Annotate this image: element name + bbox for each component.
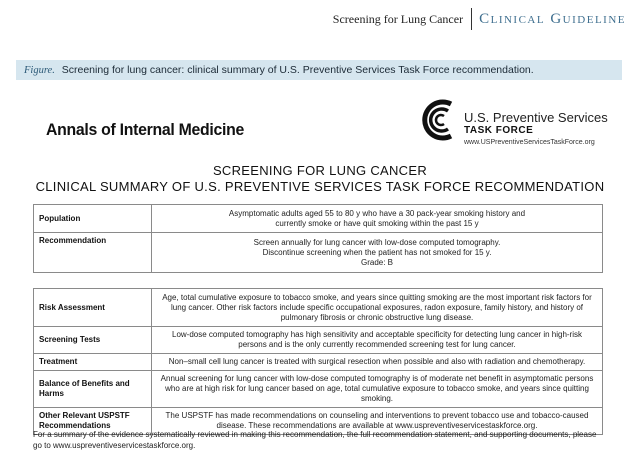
row-label-balance: Balance of Benefits and Harms [34,371,152,408]
row-value-population [152,205,603,233]
table-row-treatment [34,354,603,371]
journal-title: Annals of Internal Medicine [46,120,245,139]
tests-line: Low-dose computed tomography has high sensitivity and acceptable specificity for detecting lung cancer in high-risk [172,330,582,339]
row-value-treatment [152,354,603,371]
other-line: disease. These recommendations are available at www.uspreventiveservicestaskforce.org. [216,421,538,430]
row-value-risk-assessment [152,289,603,327]
treatment-line: Non–small cell lung cancer is treated with surgical resection when possible and also with radiation and chemotherapy. [168,357,586,366]
figure-label: Figure. [24,65,55,76]
logo-title: U.S. Preventive Services [464,110,608,125]
risk-line: Age, total cumulative exposure to tobacco smoke, and years since quitting smoking are the most important risk factors for [162,292,592,302]
figure-caption-text: Screening for lung cancer: clinical summary of U.S. Preventive Services Task Force recommendation. [61,64,534,76]
table-row-screening-tests [34,327,603,354]
footer-note [33,430,608,452]
logo-subtitle: TASK FORCE [464,125,534,136]
summary-heading-line2: CLINICAL SUMMARY OF U.S. PREVENTIVE SERVICES TASK FORCE RECOMMENDATION [35,179,605,194]
footer-line: For a summary of the evidence systematically reviewed in making this recommendation, the full recommendation statement, and supporting documents, please [33,430,597,439]
row-value-recommendation [152,233,603,273]
clinical-considerations-table [33,288,603,435]
summary-heading-line1: SCREENING FOR LUNG CANCER [212,163,428,178]
row-label-recommendation: Recommendation [34,233,152,273]
row-label-treatment: Treatment [34,354,152,371]
uspstf-logo [418,96,608,152]
recommendation-line: Screen annually for lung cancer with low-dose computed tomography. [253,237,501,247]
row-label-other-recommendations: Other Relevant USPSTF Recommendations [34,408,152,435]
row-label-risk-assessment: Risk Assessment [34,289,152,327]
balance-line: smoking. [360,394,393,403]
figure-caption [16,60,622,80]
population-line: currently smoke or have quit smoking within the past 15 y [275,218,479,228]
row-label-population: Population [34,205,152,233]
uspstf-logo-icon [418,98,460,142]
tests-line: persons and is the only currently recommended screening test for lung cancer. [238,340,516,349]
row-value-balance [152,371,603,408]
recommendation-grade: Grade: B [360,257,393,267]
risk-line: lung cancer. Other risk factors include specific occupational exposures, radon exposure, family history, and history of [170,302,584,312]
logo-url: www.USPreventiveServicesTaskForce.org [464,139,595,146]
running-head-topic: Screening for Lung Cancer [332,12,464,26]
recommendation-line: Discontinue screening when the patient has not smoked for 15 y. [262,247,492,257]
balance-line: Annual screening for lung cancer with low-dose computed tomography is of moderate net benefit in asymptomatic persons [160,374,594,383]
running-head-section: Clinical Guideline [479,11,626,27]
running-head [333,8,626,30]
table-row-risk-assessment [34,289,603,327]
table-row-population [34,205,603,233]
balance-line: who are at high risk for lung cancer based on age, total cumulative exposure to tobacco smoke, and years since quitting [165,384,589,393]
risk-line: pulmonary fibrosis or chronic obstructive lung disease. [280,312,474,322]
row-value-screening-tests [152,327,603,354]
recommendation-table [33,204,603,273]
population-line: Asymptomatic adults aged 55 to 80 y who have a 30 pack-year smoking history and [228,208,526,218]
other-line: The USPSTF has made recommendations on counseling and interventions to prevent tobacco use and tobacco-caused [165,411,589,420]
table-row-balance [34,371,603,408]
footer-line: go to www.uspreventiveservicestaskforce.org. [33,440,196,450]
row-label-screening-tests: Screening Tests [34,327,152,354]
table-row-recommendation [34,233,603,273]
